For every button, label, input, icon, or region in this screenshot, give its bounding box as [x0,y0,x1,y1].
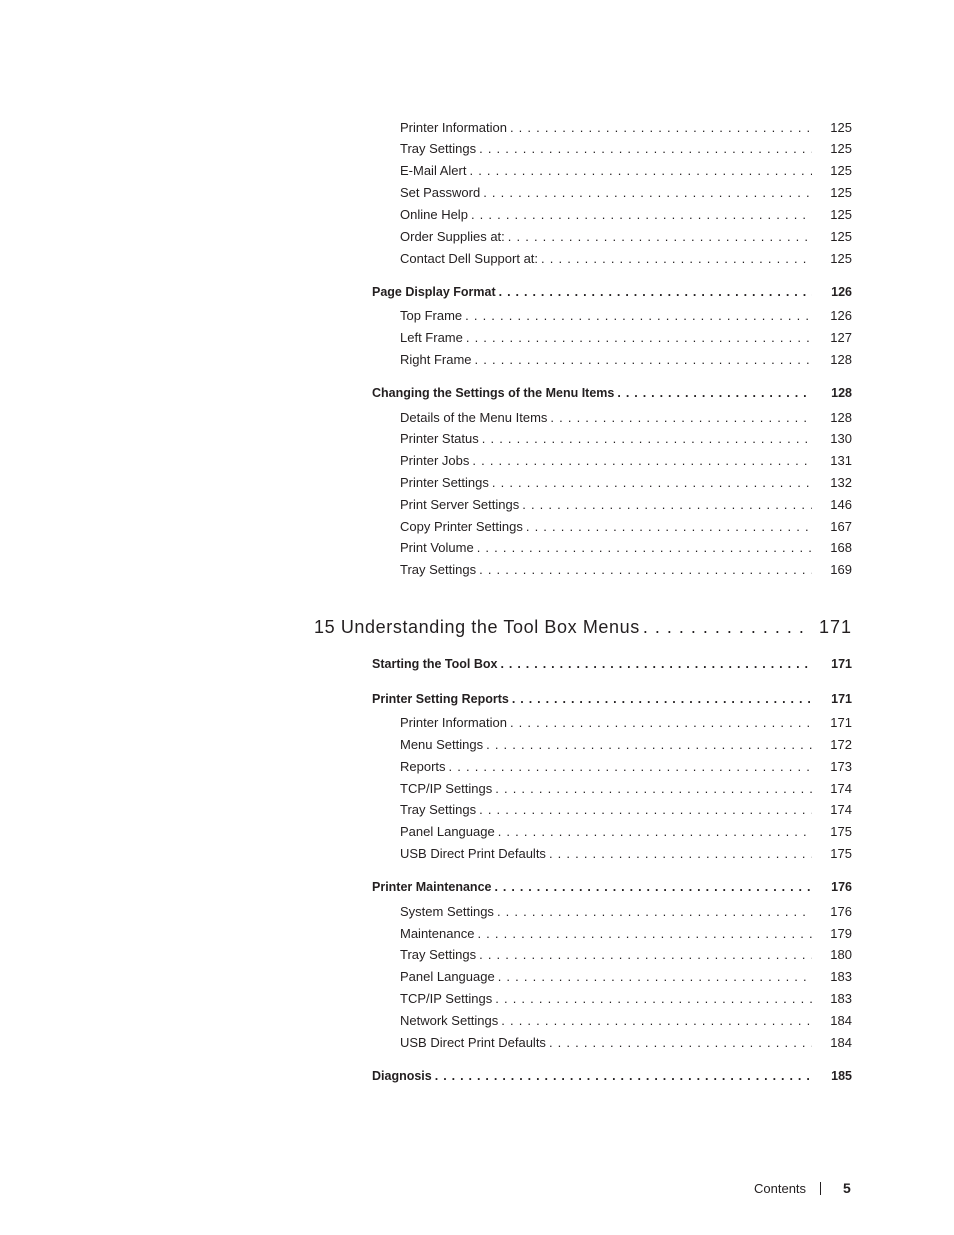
toc-entry-page: 128 [830,352,852,367]
footer-separator [820,1182,821,1195]
toc-entry-label: Tray Settings [400,947,477,962]
toc-entry-sub[interactable] [400,737,852,755]
toc-entry-page: 128 [831,386,852,400]
toc-entry-sub[interactable] [400,991,852,1009]
toc-entry-label: Printer Status [400,431,479,446]
toc-entry-sub[interactable] [400,410,852,428]
toc-entry-page: 125 [830,229,852,244]
toc-entry-label: Printer Jobs [400,453,470,468]
toc-dot-leader [479,431,812,446]
toc-entry-page: 168 [830,540,852,555]
toc-entry-page: 184 [830,1035,852,1050]
toc-entry-label: USB Direct Print Defaults [400,1035,546,1050]
toc-entry-page: 176 [830,904,852,919]
toc-dot-leader [472,352,812,367]
toc-entry-label: Starting the Tool Box [372,657,498,671]
toc-entry-sub[interactable] [400,229,852,247]
toc-entry-sub[interactable] [400,163,852,181]
page-footer [754,1180,852,1200]
toc-entry-label: Diagnosis [372,1069,432,1083]
toc-entry-page: 126 [830,308,852,323]
toc-dot-leader [492,781,812,796]
toc-entry-page: 146 [830,497,852,512]
toc-entry-page: 175 [830,846,852,861]
toc-entry-label: Contact Dell Support at: [400,251,539,266]
toc-entry-sub[interactable] [400,519,852,537]
toc-entry-page: 132 [830,475,852,490]
toc-entry-page: 179 [830,926,852,941]
toc-entry-sub[interactable] [400,562,852,580]
toc-dot-leader [546,1035,812,1050]
toc-dot-leader [463,330,812,345]
toc-entry-sub[interactable] [400,1035,852,1053]
toc-entry-label: Menu Settings [400,737,484,752]
toc-entry-sub[interactable] [400,715,852,733]
toc-entry-page: 127 [830,330,852,345]
toc-entry-label: TCP/IP Settings [400,781,493,796]
toc-entry-sub[interactable] [400,453,852,471]
toc-entry-label: Print Volume [400,540,474,555]
toc-entry-page: 126 [831,285,852,299]
toc-entry-page: 171 [818,617,852,637]
toc-entry-label: Tray Settings [400,802,477,817]
toc-entry-page: 125 [830,251,852,266]
toc-entry-sec[interactable] [372,1069,852,1087]
toc-dot-leader [509,692,812,706]
footer-label: Contents [754,1181,807,1196]
toc-entry-sub[interactable] [400,308,852,326]
toc-entry-label: System Settings [400,904,494,919]
toc-entry-label: Network Settings [400,1013,499,1028]
toc-dot-leader [498,1013,812,1028]
toc-entry-sub[interactable] [400,431,852,449]
toc-dot-leader [546,846,812,861]
toc-entry-label: Print Server Settings [400,497,520,512]
toc-dot-leader [519,497,812,512]
toc-entry-label: Right Frame [400,352,472,367]
toc-entry-page: 125 [830,163,852,178]
toc-dot-leader [480,185,812,200]
toc-entry-label: USB Direct Print Defaults [400,846,546,861]
toc-entry-label: Printer Setting Reports [372,692,509,706]
toc-dot-leader [491,880,812,894]
toc-entry-sec[interactable] [372,657,852,675]
toc-dot-leader [469,453,812,468]
toc-entry-label: TCP/IP Settings [400,991,493,1006]
toc-dot-leader [614,386,812,400]
toc-entry-page: 183 [830,991,852,1006]
toc-entry-sec[interactable] [372,692,852,710]
toc-entry-page: 180 [830,947,852,962]
toc-entry-label: Printer Maintenance [372,880,492,894]
toc-entry-sub[interactable] [400,120,852,138]
toc-entry-page: 125 [830,207,852,222]
toc-entry-sub[interactable] [400,947,852,965]
toc-entry-label: Printer Information [400,120,507,135]
toc-entry-page: 169 [830,562,852,577]
toc-entry-page: 171 [831,657,852,671]
toc-entry-page: 174 [830,802,852,817]
toc-dot-leader [462,308,812,323]
toc-entry-page: 175 [830,824,852,839]
toc-entry-page: 173 [830,759,852,774]
toc-entry-label: Order Supplies at: [400,229,505,244]
toc-dot-leader [494,904,812,919]
toc-entry-page: 130 [830,431,852,446]
toc-dot-leader [523,519,812,534]
toc-entry-label: Panel Language [400,969,495,984]
toc-entry-sub[interactable] [400,846,852,864]
toc-entry-label: Online Help [400,207,468,222]
toc-dot-leader [495,824,812,839]
toc-entry-page: 171 [831,692,852,706]
toc-entry-sub[interactable] [400,185,852,203]
toc-entry-chap[interactable] [314,617,852,641]
toc-entry-sub[interactable] [400,475,852,493]
toc-entry-page: 185 [831,1069,852,1083]
toc-entry-sub[interactable] [400,1013,852,1031]
toc-dot-leader [538,251,812,266]
toc-dot-leader [474,926,812,941]
page-number: 5 [843,1180,851,1196]
toc-entry-label: Printer Settings [400,475,489,490]
toc-entry-page: 176 [831,880,852,894]
toc-entry-label: Reports [400,759,446,774]
toc-entry-label: Tray Settings [400,141,477,156]
toc-entry-label: Copy Printer Settings [400,519,523,534]
toc-entry-page: 183 [830,969,852,984]
toc-entry-sub[interactable] [400,802,852,820]
toc-entry-sub[interactable] [400,781,852,799]
toc-entry-label: Panel Language [400,824,495,839]
toc-entry-page: 184 [830,1013,852,1028]
toc-entry-sub[interactable] [400,969,852,987]
toc-entry-sub[interactable] [400,926,852,944]
toc-dot-leader [507,715,812,730]
toc-entry-sub[interactable] [400,207,852,225]
toc-entry-sec[interactable] [372,285,852,303]
toc-dot-leader [446,759,812,774]
toc-dot-leader [547,410,812,425]
toc-dot-leader [476,947,812,962]
toc-entry-page: 174 [830,781,852,796]
toc-entry-label: Maintenance [400,926,475,941]
toc-dot-leader [476,562,812,577]
toc-entry-page: 167 [830,519,852,534]
toc-entry-sec[interactable] [372,880,852,898]
toc-dot-leader [466,163,812,178]
toc-entry-page: 128 [830,410,852,425]
toc-dot-leader [474,540,812,555]
toc-dot-leader [489,475,812,490]
toc-entry-label: 15 Understanding the Tool Box Menus [314,617,640,637]
toc-entry-page: 125 [830,120,852,135]
toc-entry-sub[interactable] [400,330,852,348]
toc-entry-sub[interactable] [400,540,852,558]
toc-entry-label: Top Frame [400,308,463,323]
toc-entry-sub[interactable] [400,824,852,842]
toc-entry-sub[interactable] [400,352,852,370]
toc-dot-leader [507,120,812,135]
toc-entry-sub[interactable] [400,904,852,922]
toc-dot-leader [476,802,812,817]
toc-dot-leader [468,207,812,222]
toc-dot-leader [497,657,812,671]
toc-entry-label: Details of the Menu Items [400,410,548,425]
toc-entry-page: 125 [830,141,852,156]
toc-entry-page: 125 [830,185,852,200]
toc-entry-label: Changing the Settings of the Menu Items [372,386,615,400]
toc-entry-page: 131 [830,453,852,468]
toc-entry-sub[interactable] [400,141,852,159]
toc-entry-sub[interactable] [400,497,852,515]
toc-entry-sub[interactable] [400,759,852,777]
toc-entry-label: E-Mail Alert [400,163,467,178]
toc-entry-label: Tray Settings [400,562,477,577]
toc-dot-leader [495,969,812,984]
toc-dot-leader [476,141,812,156]
toc-dot-leader [505,229,812,244]
toc-entry-label: Set Password [400,185,481,200]
toc-dot-leader [496,285,812,299]
toc-entry-label: Printer Information [400,715,507,730]
toc-dot-leader [492,991,812,1006]
toc-dot-leader [432,1069,812,1083]
toc-entry-sub[interactable] [400,251,852,269]
toc-dot-leader [640,617,806,638]
toc-dot-leader [483,737,812,752]
toc-entry-label: Left Frame [400,330,463,345]
toc-entry-page: 172 [830,737,852,752]
toc-entry-sec[interactable] [372,386,852,404]
toc-entry-label: Page Display Format [372,285,496,299]
toc-entry-page: 171 [830,715,852,730]
